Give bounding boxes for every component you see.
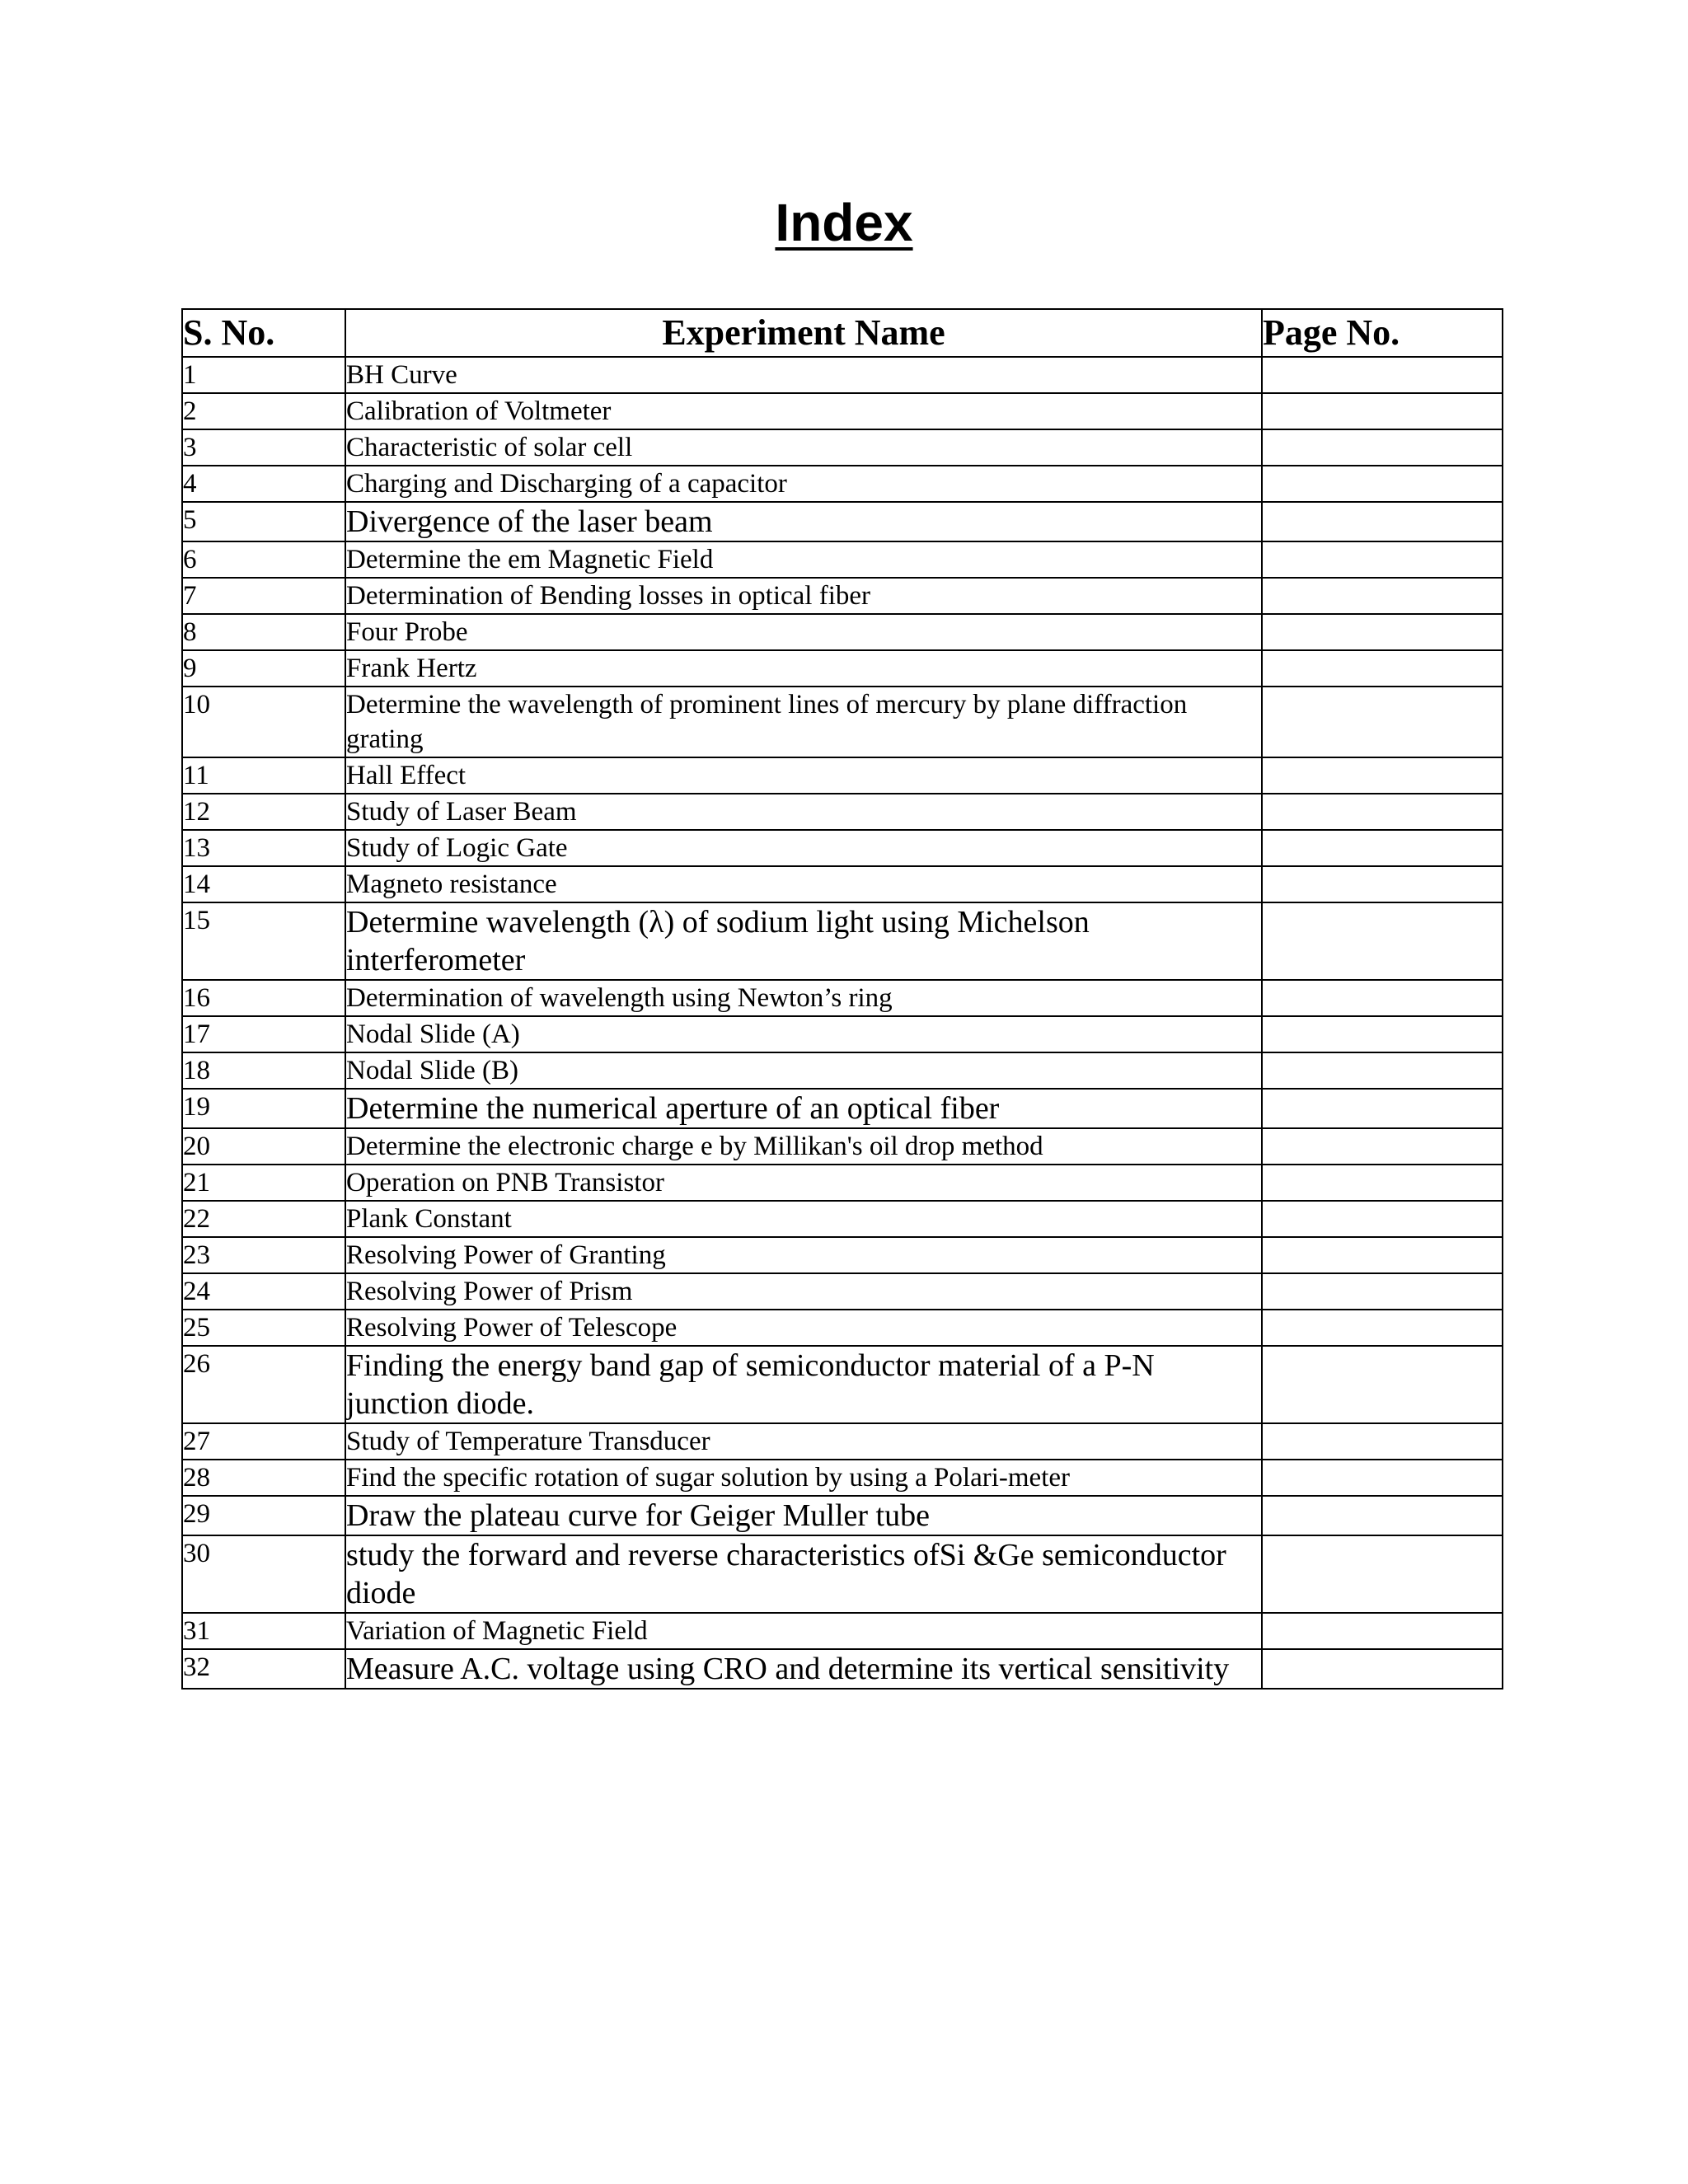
- serial-number: 21: [182, 1165, 345, 1201]
- table-row: [182, 578, 1503, 614]
- experiment-name: Divergence of the laser beam: [345, 502, 1262, 541]
- table-row: [182, 1613, 1503, 1649]
- experiment-name: Determine the numerical aperture of an optical fiber: [345, 1089, 1262, 1128]
- serial-number: 16: [182, 980, 345, 1016]
- page-number: [1262, 1649, 1503, 1689]
- page-number: [1262, 1273, 1503, 1310]
- table-row: [182, 541, 1503, 578]
- page-number: [1262, 1237, 1503, 1273]
- serial-number: 8: [182, 614, 345, 650]
- page-number: [1262, 1423, 1503, 1460]
- experiment-name: Operation on PNB Transistor: [345, 1165, 1262, 1201]
- table-row: [182, 794, 1503, 830]
- page-number: [1262, 393, 1503, 429]
- serial-number: 17: [182, 1016, 345, 1052]
- table-row: [182, 650, 1503, 687]
- table-row: [182, 1052, 1503, 1089]
- table-row: [182, 1460, 1503, 1496]
- page-number: [1262, 1346, 1503, 1423]
- table-row: [182, 1346, 1503, 1423]
- table-row: [182, 393, 1503, 429]
- serial-number: 12: [182, 794, 345, 830]
- page-number: [1262, 614, 1503, 650]
- serial-number: 26: [182, 1346, 345, 1423]
- experiment-name: Determine wavelength (λ) of sodium light using Michelson interferometer: [345, 902, 1262, 980]
- serial-number: 23: [182, 1237, 345, 1273]
- experiment-name: Study of Laser Beam: [345, 794, 1262, 830]
- experiment-name: Determine the em Magnetic Field: [345, 541, 1262, 578]
- page-number: [1262, 902, 1503, 980]
- experiment-name: study the forward and reverse characteristics ofSi &Ge semiconductor diode: [345, 1535, 1262, 1613]
- page-number: [1262, 794, 1503, 830]
- experiment-name: Resolving Power of Telescope: [345, 1310, 1262, 1346]
- table-body: [182, 357, 1503, 1689]
- serial-number: 5: [182, 502, 345, 541]
- page-number: [1262, 1016, 1503, 1052]
- page-number: [1262, 1201, 1503, 1237]
- table-row: [182, 1089, 1503, 1128]
- serial-number: 15: [182, 902, 345, 980]
- serial-number: 31: [182, 1613, 345, 1649]
- table-row: [182, 1237, 1503, 1273]
- serial-number: 30: [182, 1535, 345, 1613]
- header-page-number: Page No.: [1262, 309, 1503, 357]
- page-number: [1262, 429, 1503, 466]
- experiment-name: Variation of Magnetic Field: [345, 1613, 1262, 1649]
- serial-number: 3: [182, 429, 345, 466]
- page-number: [1262, 541, 1503, 578]
- experiment-name: Nodal Slide (B): [345, 1052, 1262, 1089]
- page-number: [1262, 578, 1503, 614]
- page-number: [1262, 687, 1503, 757]
- experiment-name: Frank Hertz: [345, 650, 1262, 687]
- table-row: [182, 866, 1503, 902]
- page-number: [1262, 757, 1503, 794]
- experiment-name: Nodal Slide (A): [345, 1016, 1262, 1052]
- experiment-name: Magneto resistance: [345, 866, 1262, 902]
- serial-number: 6: [182, 541, 345, 578]
- serial-number: 28: [182, 1460, 345, 1496]
- page-number: [1262, 1128, 1503, 1165]
- table-row: [182, 1423, 1503, 1460]
- table-row: [182, 614, 1503, 650]
- header-serial-number: S. No.: [182, 309, 345, 357]
- page-number: [1262, 1496, 1503, 1535]
- table-row: [182, 1273, 1503, 1310]
- serial-number: 32: [182, 1649, 345, 1689]
- page-number: [1262, 357, 1503, 393]
- serial-number: 14: [182, 866, 345, 902]
- serial-number: 1: [182, 357, 345, 393]
- experiment-name: Determination of Bending losses in optical fiber: [345, 578, 1262, 614]
- table-row: [182, 1016, 1503, 1052]
- page-number: [1262, 1613, 1503, 1649]
- serial-number: 18: [182, 1052, 345, 1089]
- page-title: Index: [775, 193, 913, 252]
- experiment-name: Study of Logic Gate: [345, 830, 1262, 866]
- serial-number: 25: [182, 1310, 345, 1346]
- experiment-name: Plank Constant: [345, 1201, 1262, 1237]
- page-number: [1262, 1089, 1503, 1128]
- index-table: [181, 308, 1503, 1690]
- experiment-name: Finding the energy band gap of semiconductor material of a P-N junction diode.: [345, 1346, 1262, 1423]
- table-row: [182, 357, 1503, 393]
- page-number: [1262, 502, 1503, 541]
- serial-number: 4: [182, 466, 345, 502]
- experiment-name: Four Probe: [345, 614, 1262, 650]
- table-row: [182, 1201, 1503, 1237]
- experiment-name: Measure A.C. voltage using CRO and determine its vertical sensitivity: [345, 1649, 1262, 1689]
- page-number: [1262, 1460, 1503, 1496]
- serial-number: 10: [182, 687, 345, 757]
- table-row: [182, 1496, 1503, 1535]
- serial-number: 9: [182, 650, 345, 687]
- table-row: [182, 830, 1503, 866]
- table-row: [182, 502, 1503, 541]
- header-experiment-name: Experiment Name: [345, 309, 1262, 357]
- table-row: [182, 757, 1503, 794]
- page-number: [1262, 1310, 1503, 1346]
- serial-number: 19: [182, 1089, 345, 1128]
- serial-number: 29: [182, 1496, 345, 1535]
- page-number: [1262, 1052, 1503, 1089]
- table-row: [182, 466, 1503, 502]
- table-header-row: [182, 309, 1503, 357]
- page-number: [1262, 1535, 1503, 1613]
- page-number: [1262, 1165, 1503, 1201]
- table-row: [182, 1310, 1503, 1346]
- experiment-name: Calibration of Voltmeter: [345, 393, 1262, 429]
- page-number: [1262, 650, 1503, 687]
- experiment-name: Hall Effect: [345, 757, 1262, 794]
- experiment-name: Resolving Power of Prism: [345, 1273, 1262, 1310]
- table-row: [182, 687, 1503, 757]
- experiment-name: Study of Temperature Transducer: [345, 1423, 1262, 1460]
- experiment-name: Draw the plateau curve for Geiger Muller tube: [345, 1496, 1262, 1535]
- table-row: [182, 980, 1503, 1016]
- experiment-name: Resolving Power of Granting: [345, 1237, 1262, 1273]
- page-number: [1262, 466, 1503, 502]
- experiment-name: Charging and Discharging of a capacitor: [345, 466, 1262, 502]
- serial-number: 13: [182, 830, 345, 866]
- table-row: [182, 1535, 1503, 1613]
- page-number: [1262, 830, 1503, 866]
- experiment-name: Determine the electronic charge e by Millikan's oil drop method: [345, 1128, 1262, 1165]
- serial-number: 22: [182, 1201, 345, 1237]
- experiment-name: BH Curve: [345, 357, 1262, 393]
- serial-number: 11: [182, 757, 345, 794]
- page-number: [1262, 980, 1503, 1016]
- experiment-name: Characteristic of solar cell: [345, 429, 1262, 466]
- page-number: [1262, 866, 1503, 902]
- table-row: [182, 1649, 1503, 1689]
- table-row: [182, 1128, 1503, 1165]
- serial-number: 7: [182, 578, 345, 614]
- serial-number: 24: [182, 1273, 345, 1310]
- experiment-name: Determine the wavelength of prominent lines of mercury by plane diffraction grating: [345, 687, 1262, 757]
- table-row: [182, 902, 1503, 980]
- experiment-name: Find the specific rotation of sugar solution by using a Polari-meter: [345, 1460, 1262, 1496]
- serial-number: 20: [182, 1128, 345, 1165]
- table-row: [182, 1165, 1503, 1201]
- serial-number: 2: [182, 393, 345, 429]
- experiment-name: Determination of wavelength using Newton’s ring: [345, 980, 1262, 1016]
- table-row: [182, 429, 1503, 466]
- serial-number: 27: [182, 1423, 345, 1460]
